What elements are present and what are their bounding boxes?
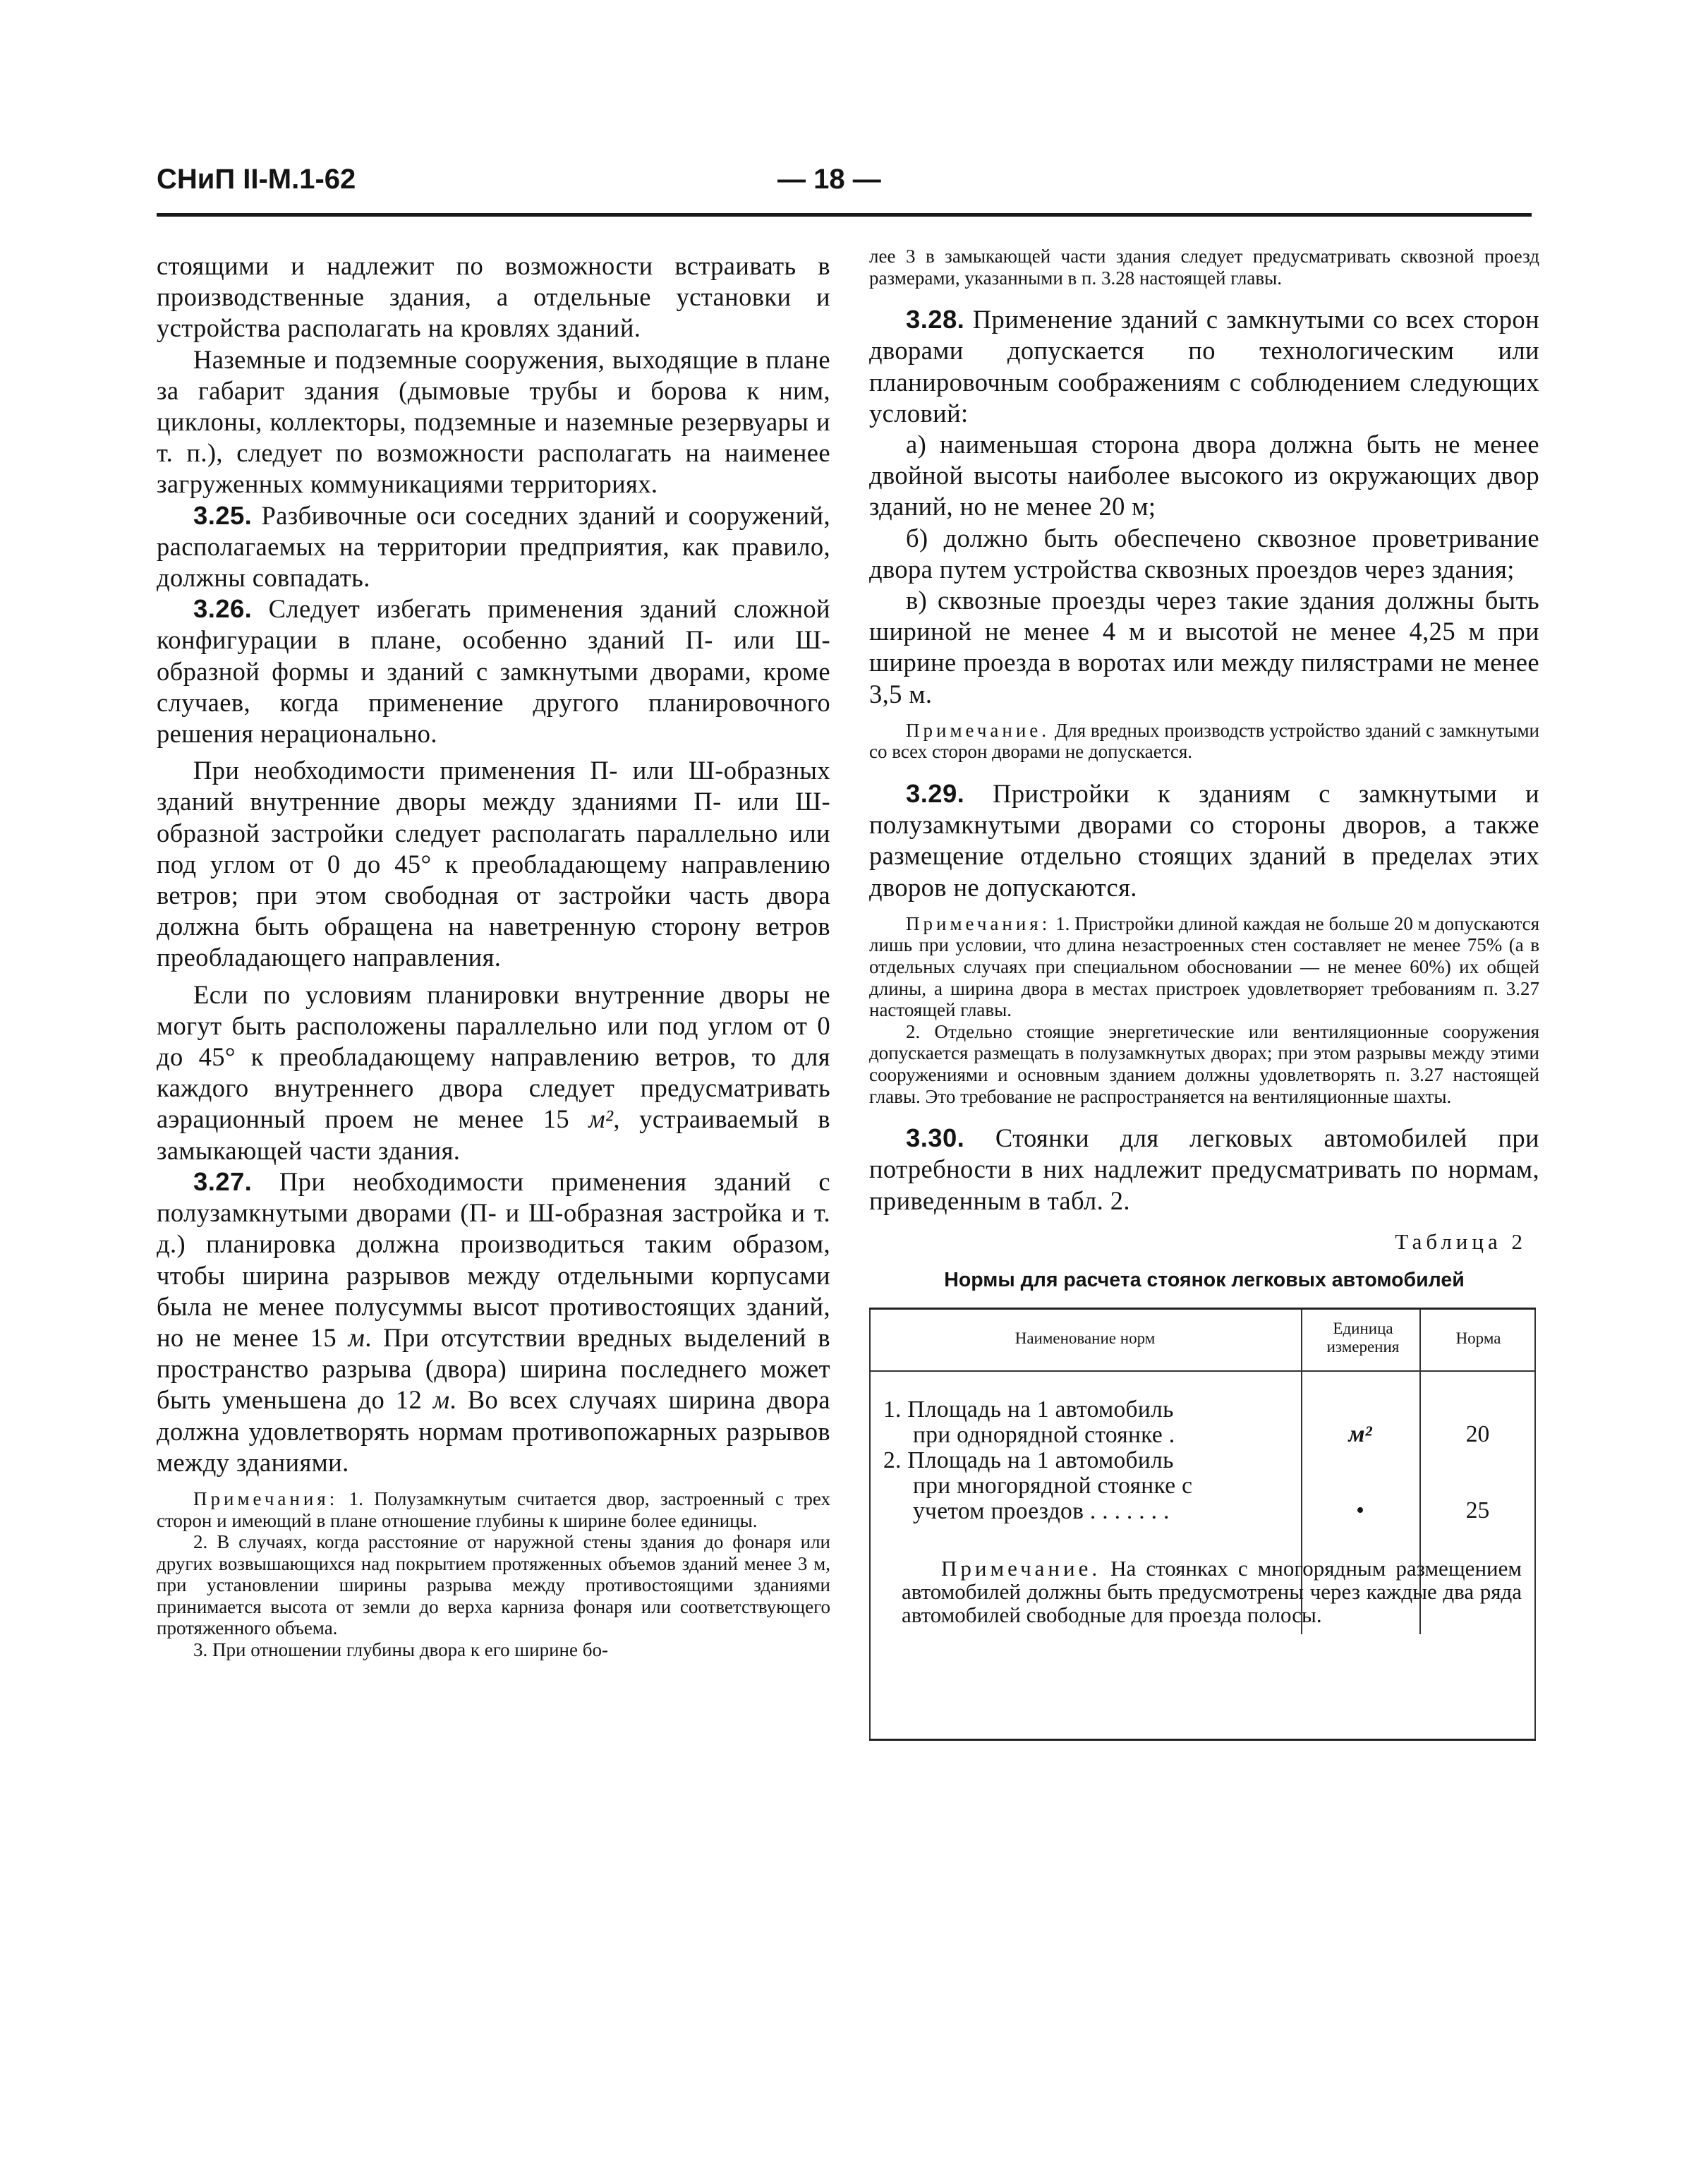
page-number: — 18 —: [777, 164, 881, 195]
unit: м: [432, 1385, 450, 1415]
section-number: 3.26.: [193, 594, 253, 624]
column-header-name: Наименование норм: [1014, 1329, 1156, 1347]
condition-b: б) должно быть обеспечено сквозное проветривание двора путем устройства сквозных проездов через здания;: [869, 523, 1539, 584]
note-3-28: Примечание. Для вредных производств устройство зданий с замкнутыми со всех сторон дворами не допускается.: [869, 719, 1539, 763]
section-number: 3.25.: [193, 500, 253, 530]
section-3-30: 3.30. Стоянки для легковых автомобилей при потребности в них надлежит предусматривать по нормам, приведенным в табл. 2.: [869, 1123, 1539, 1215]
section-number: 3.28.: [906, 305, 965, 334]
section-3-27: 3.27. При необходимости применения зданий с полузамкнутыми дворами (П- и Ш-образная застройка и т. д.) планировка должна производиться таким образом, чтобы ширина разрывов между отдельными корпусами была не менее полусуммы высот противостоящих зданий, но не менее 15 м. При отсутствии вредных выделений в пространство разрыва (двора) ширина последнего может быть уменьшена до 12 м. Во всех случаях ширина двора должна удовлетворять нормам противопожарных разрывов между зданиями.: [157, 1166, 831, 1477]
table-row-1-line-1: 1. Площадь на 1 автомобиль: [883, 1396, 1174, 1423]
paragraph-continuation: стоящими и надлежит по возможности встраивать в производственные здания, а отдельные установки и устройства располагать на кровлях зданий.: [157, 251, 830, 343]
paragraph-aeration: Если по условиям планировки внутренние дворы не могут быть расположены параллельно или под углом от 0 до 45° к преобладающему направлению ветров, то для каждого внутреннего двора следует предусматривать аэрационный проем не менее 15 м², устраиваемый в замыкающей части здания.: [157, 979, 831, 1165]
notes-label: Примечания:: [906, 912, 1051, 934]
unit: м: [348, 1322, 365, 1352]
note-3-29-1: Примечания: 1. Пристройки длиной каждая не больше 20 м допускаются лишь при условии, что длина незастроенных стен составляет не менее 75% (а в отдельных случаях при специальном обосновании — не менее 60%) их общей длины, а ширина двора в местах пристроек удовлетворяет требованиям п. 3.27 настоящей главы.: [869, 912, 1540, 1021]
notes-label: Примечания:: [193, 1487, 339, 1509]
condition-a: а) наименьшая сторона двора должна быть не менее двойной высоты наиболее высокого из окружающих двор зданий, но не менее 20 м;: [869, 430, 1539, 521]
column-header-unit: Единица измерения: [1326, 1319, 1400, 1356]
document-code: СНиП II-М.1-62: [157, 164, 356, 195]
section-3-26: [157, 593, 830, 749]
paragraph-courtyards: При необходимости применения П- или Ш-образных зданий внутренние дворы между зданиями П- или Ш-образной застройки следует располагать параллельно или под углом от 0 до 45° к преобладающему направлению ветров; при этом свободная от застройки часть двора должна быть обращена на наветренную сторону ветров преобладающего направления.: [157, 756, 830, 972]
table-row-2-line-2: при многорядной стоянке с: [913, 1472, 1193, 1499]
column-header-norm: Норма: [1455, 1329, 1501, 1347]
table-label: Таблица 2: [1395, 1229, 1527, 1254]
section-text: Следует избегать применения зданий сложной конфигурации в плане, особенно зданий П- или Ш-образной формы и зданий с замкнутыми дворами, кроме случаев, когда применение другого планировочного решения нерационально.: [157, 594, 830, 749]
section-text: Разбивочные оси соседних зданий и сооружений, располагаемых на территории предприятия, как правило, должны совпадать.: [157, 500, 830, 593]
condition-v: в) сквозные проезды через такие здания должны быть шириной не менее 4 м и высотой не менее 4,25 м при ширине проезда в воротах или между пилястрами не менее 3,5 м.: [869, 586, 1539, 708]
note-2: 2. В случаях, когда расстояние от наружной стены здания до фонаря или других возвышающихся над покрытием протяженных объемов зданий менее 3 м, при установлении ширины разрыва между противостоящими зданиями принимается высота от земли до верха карниза фонаря или соответствующего протяженного объема.: [157, 1531, 830, 1639]
section-number: 3.27.: [193, 1166, 253, 1196]
table-row-2-line-3: учетом проездов . . . . . . .: [913, 1497, 1170, 1524]
table-row-1-unit: м²: [1348, 1420, 1372, 1447]
table-row-2-line-1: 2. Площадь на 1 автомобиль: [883, 1447, 1174, 1473]
section-3-25: [157, 500, 830, 594]
note-3-continuation: лее 3 в замыкающей части здания следует предусматривать сквозной проезд размерами, указанными в п. 3.28 настоящей главы.: [869, 246, 1539, 289]
note-label: Примечание.: [941, 1555, 1101, 1581]
note-divider: [869, 1633, 1536, 1634]
table-row-1-value: 20: [1465, 1420, 1490, 1447]
note-label: Примечание.: [906, 719, 1050, 741]
header-rule: [157, 213, 1532, 217]
right-column: [869, 246, 1539, 1741]
note-1: Примечания: 1. Полузамкнутым считается двор, застроенный с трех сторон и имеющий в плане отношение глубины к ширине более единицы.: [157, 1487, 830, 1531]
table-row-1-line-2: при однорядной стоянке .: [913, 1421, 1175, 1448]
note-3: 3. При отношении глубины двора к его ширине бо-: [193, 1639, 608, 1661]
unit: м²: [588, 1104, 614, 1134]
left-column: [157, 250, 830, 1661]
table-border-left: [869, 1310, 871, 1739]
section-3-28: 3.28. Применение зданий с замкнутыми со всех сторон дворами допускается по технологическим или планировочным соображениям с соблюдением следующих условий:: [869, 305, 1540, 428]
note-3-29-2: 2. Отдельно стоящие энергетические или вентиляционные сооружения допускается размещать в полузамкнутых дворах; при этом разрывы между этими сооружениями и основным зданием должны удовлетворять п. 3.27 настоящей главы. Это требование не распространяется на вентиляционные шахты.: [869, 1020, 1539, 1107]
section-3-29: 3.29. Пристройки к зданиям с замкнутыми и полузамкнутыми дворами со стороны дворов, а также размещение отдельно стоящих зданий в пределах этих дворов не допускаются.: [869, 779, 1540, 902]
table-title: Нормы для расчета стоянок легковых автомобилей: [944, 1268, 1465, 1291]
section-number: 3.30.: [906, 1123, 965, 1153]
table-row-2-unit: •: [1356, 1497, 1364, 1523]
section-number: 3.29.: [906, 779, 965, 809]
table-note: Примечание. На стоянках с многорядным размещением автомобилей должны быть предусмотрены через каждые два ряда автомобилей свободные для проезда полосы.: [902, 1555, 1522, 1627]
table-row-2-value: 25: [1465, 1497, 1490, 1523]
page-header: [157, 164, 1532, 213]
header-divider: [869, 1370, 1536, 1372]
table-border-right: [1534, 1310, 1536, 1739]
norms-table: [869, 1308, 1536, 1741]
paragraph-structures: Наземные и подземные сооружения, выходящие в плане за габарит здания (дымовые трубы и борова к ним, циклоны, коллекторы, подземные и наземные резервуары и т. п.), следует по возможности располагать на наименее загруженных коммуникациями территориях.: [157, 344, 830, 499]
